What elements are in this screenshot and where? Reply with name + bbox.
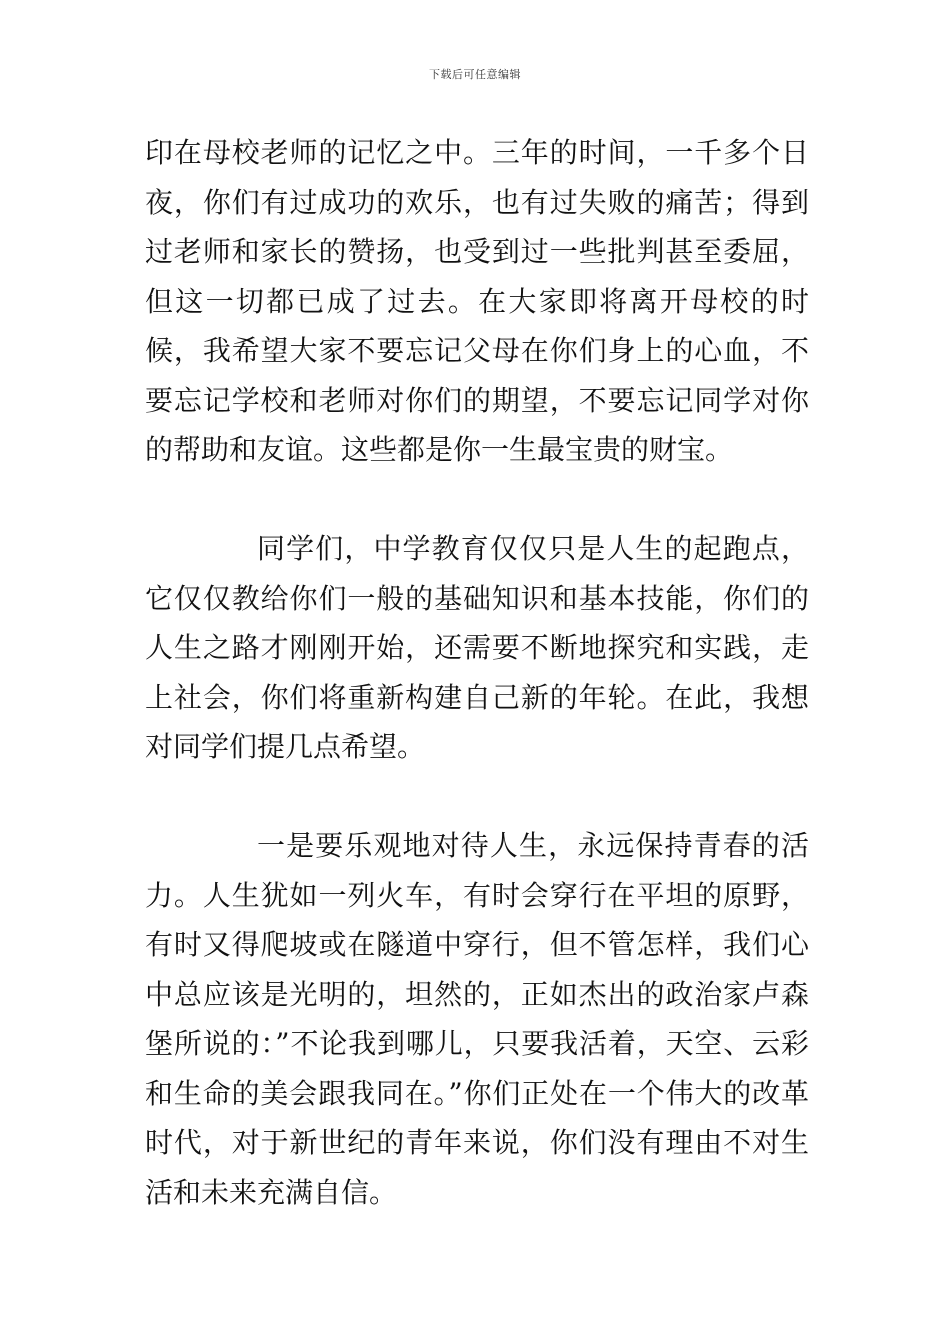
header-note: 下载后可任意编辑: [429, 68, 521, 81]
paragraph-3: 一是要乐观地对待人生，永远保持青春的活力。人生犹如一列火车，有时会穿行在平坦的原野，有时又得爬坡或在隧道中穿行，但不管怎样，我们心中总应该是光明的，坦然的，正如杰出的政治家卢森堡所说的：”不论我到哪儿，只要我活着，天空、云彩和生命的美会跟我同在。”你们正处在一个伟大的改革时代，对于新世纪的青年来说，你们没有理由不对生活和未来充满自信。: [145, 829, 809, 1209]
paragraph-spacer: [145, 772, 809, 822]
paragraph-2: 同学们，中学教育仅仅只是人生的起跑点，它仅仅教给你们一般的基础知识和基本技能，你们的人生之路才刚刚开始，还需要不断地探究和实践，走上社会，你们将重新构建自己新的年轮。在此，我想对同学们提几点希望。: [145, 532, 809, 763]
paragraph-1: 印在母校老师的记忆之中。三年的时间，一千多个日夜，你们有过成功的欢乐，也有过失败的痛苦；得到过老师和家长的赞扬，也受到过一些批判甚至委屈，但这一切都已成了过去。在大家即将离开母校的时候，我希望大家不要忘记父母在你们身上的心血，不要忘记学校和老师对你们的期望，不要忘记同学对你的帮助和友谊。这些都是你一生最宝贵的财宝。: [145, 136, 809, 466]
document-body: [145, 128, 809, 1217]
paragraph-spacer: [145, 475, 809, 525]
